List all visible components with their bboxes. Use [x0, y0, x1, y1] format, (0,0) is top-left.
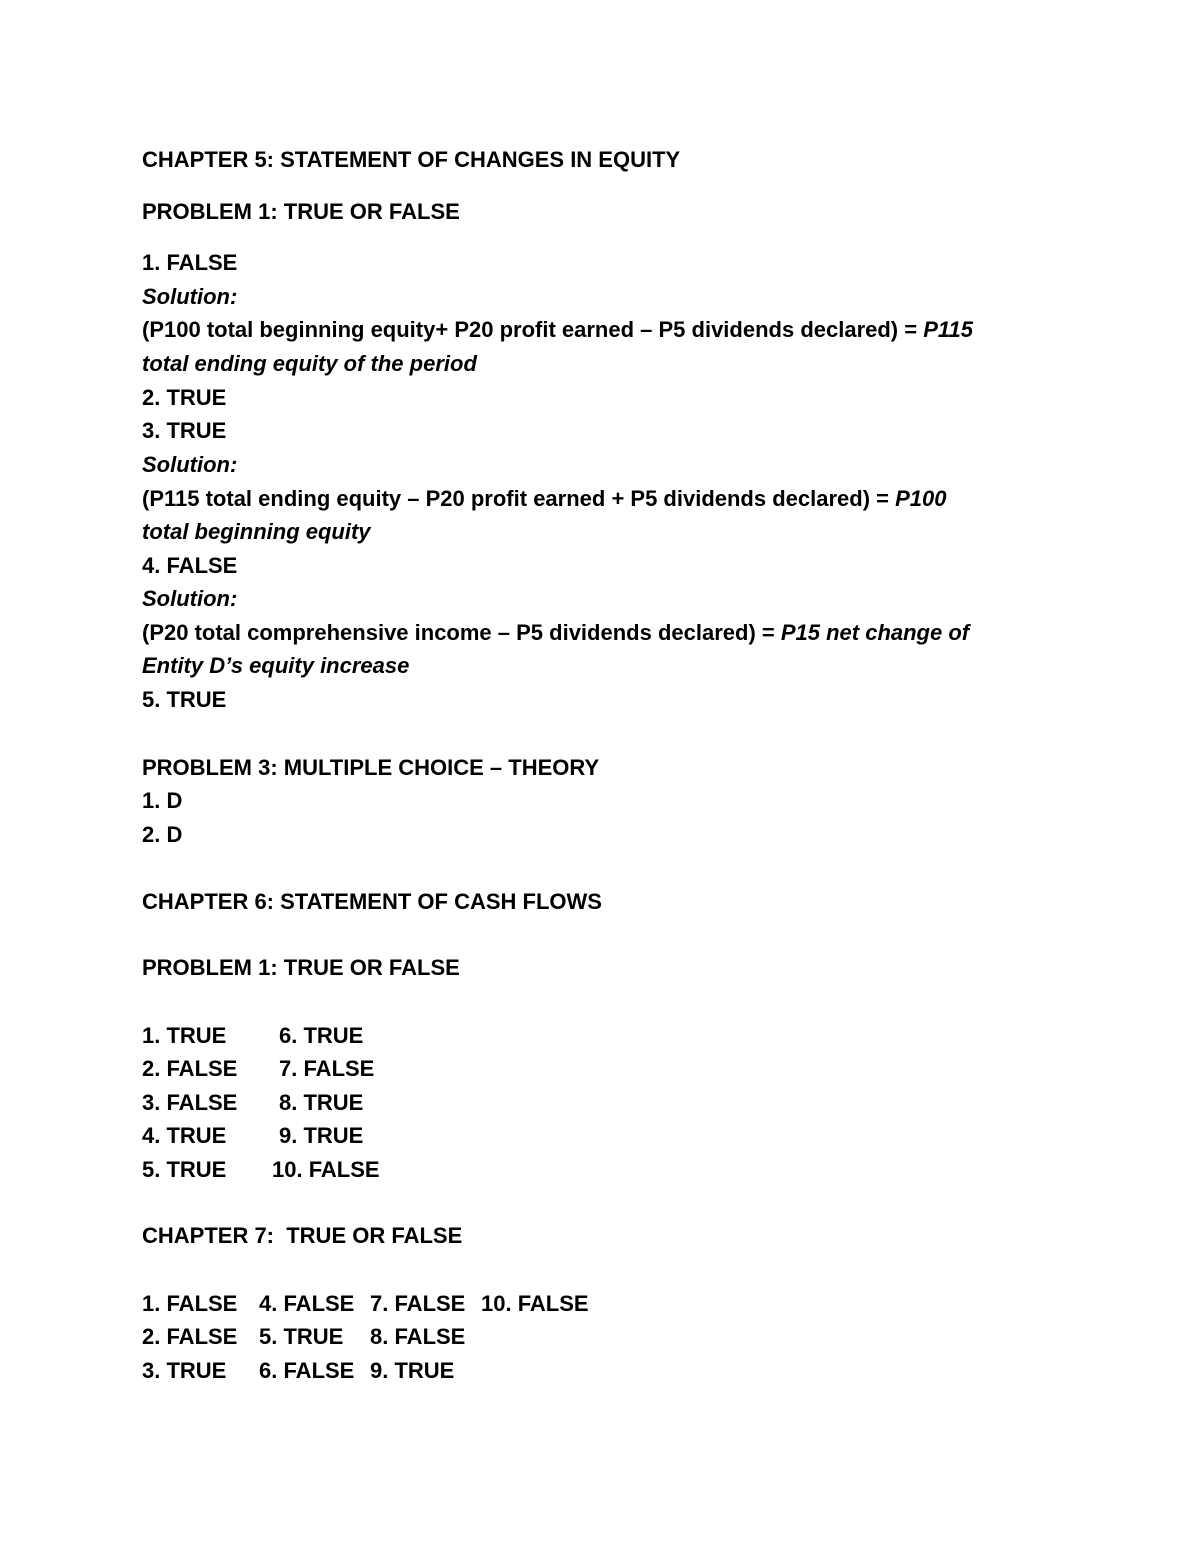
ch6-answer-7: 7. FALSE — [279, 1056, 375, 1081]
solution-label: Solution: — [142, 452, 238, 477]
ch7-answer-8: 8. FALSE — [370, 1324, 466, 1349]
ch7-answer-9: 9. TRUE — [370, 1358, 455, 1383]
ch7-answer-1: 1. FALSE — [142, 1291, 238, 1316]
ch6-answer-6: 6. TRUE — [279, 1023, 364, 1048]
ch6-answer-4: 4. TRUE — [142, 1123, 227, 1148]
solution-4-text: (P20 total comprehensive income – P5 dividends declared) = — [142, 620, 781, 645]
ch5-p3-answer-1: 1. D — [142, 788, 183, 813]
ch5-answer-3: 3. TRUE — [142, 418, 227, 443]
ch6-answer-2: 2. FALSE — [142, 1056, 238, 1081]
solution-4-result-desc: Entity D’s equity increase — [142, 653, 410, 678]
solution-3-result: P100 — [895, 486, 947, 511]
ch5-answer-5: 5. TRUE — [142, 687, 227, 712]
ch7-answer-3: 3. TRUE — [142, 1358, 227, 1383]
ch5-p3-answer-2: 2. D — [142, 822, 183, 847]
solution-3-line — [142, 482, 947, 516]
solution-label: Solution: — [142, 284, 238, 309]
chapter6-title: CHAPTER 6: STATEMENT OF CASH FLOWS — [142, 889, 602, 914]
ch6-answer-5: 5. TRUE — [142, 1157, 227, 1182]
ch7-answer-4: 4. FALSE — [259, 1291, 355, 1316]
ch6-answer-1: 1. TRUE — [142, 1023, 227, 1048]
ch5-answer-2: 2. TRUE — [142, 385, 227, 410]
chapter7-title: CHAPTER 7: TRUE OR FALSE — [142, 1223, 463, 1248]
ch6-answer-10: 10. FALSE — [272, 1157, 380, 1182]
ch6-answer-8: 8. TRUE — [279, 1090, 364, 1115]
ch6-answer-3: 3. FALSE — [142, 1090, 238, 1115]
solution-1-result-desc: total ending equity of the period — [142, 351, 477, 376]
solution-1-line — [142, 313, 973, 347]
solution-4-result: P15 net change of — [780, 620, 970, 645]
solution-1-text: (P100 total beginning equity+ P20 profit earned – P5 dividends declared) = — [142, 317, 924, 342]
ch7-answer-2: 2. FALSE — [142, 1324, 238, 1349]
ch5-problem1-title: PROBLEM 1: TRUE OR FALSE — [142, 199, 460, 224]
ch7-answer-7: 7. FALSE — [370, 1291, 466, 1316]
solution-4-line — [142, 616, 969, 650]
ch7-answer-10: 10. FALSE — [481, 1291, 589, 1316]
ch7-answer-5: 5. TRUE — [259, 1324, 344, 1349]
ch6-answer-9: 9. TRUE — [279, 1123, 364, 1148]
solution-3-text: (P115 total ending equity – P20 profit earned + P5 dividends declared) = — [142, 486, 896, 511]
ch5-problem3-title: PROBLEM 3: MULTIPLE CHOICE – THEORY — [142, 755, 600, 780]
solution-1-result: P115 — [923, 317, 973, 342]
ch5-answer-4: 4. FALSE — [142, 553, 238, 578]
chapter5-title: CHAPTER 5: STATEMENT OF CHANGES IN EQUITY — [142, 147, 681, 172]
solution-label: Solution: — [142, 586, 238, 611]
ch5-answer-1: 1. FALSE — [142, 250, 238, 275]
solution-3-result-desc: total beginning equity — [142, 519, 371, 544]
ch7-answer-6: 6. FALSE — [259, 1358, 355, 1383]
ch6-problem1-title: PROBLEM 1: TRUE OR FALSE — [142, 955, 460, 980]
